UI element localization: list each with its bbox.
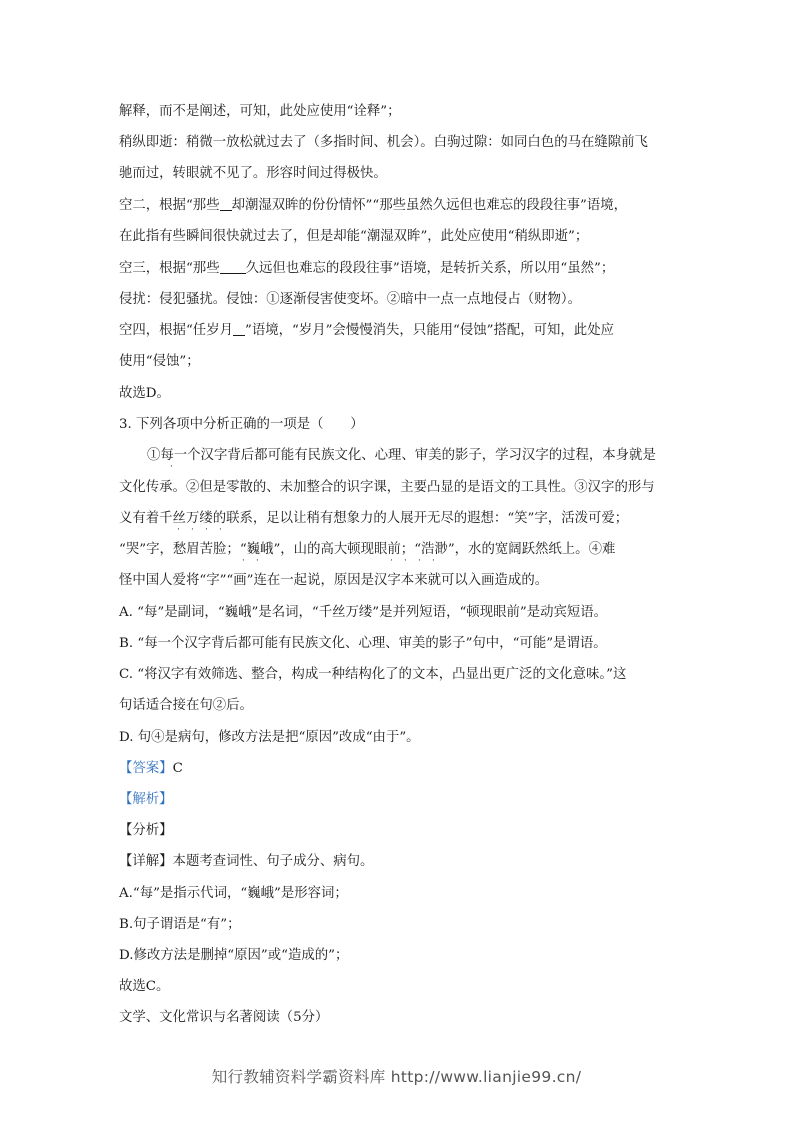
answer-line <box>119 760 183 778</box>
text-line: 故选D。 <box>119 386 170 401</box>
section-heading: 文学、文化常识与名著阅读（5分） <box>119 1010 329 1025</box>
emphasis-dot: · <box>219 525 222 535</box>
text-segment: 空四，根据“任岁月 <box>119 323 233 338</box>
emphasis-dot: · <box>191 525 194 535</box>
emphasis-dot: · <box>242 556 245 566</box>
text-line: 【详解】本题考查词性、句子成分、病句。 <box>119 854 374 869</box>
text-line: 使用“侵蚀”； <box>119 354 200 369</box>
option-c: C. “将汉字有效筛选、整合，构成一种结构化了的文本，凸显出更广泛的文化意味。”这 <box>119 667 627 682</box>
option-d: D. 句④是病句，修改方法是把“原因”改成“由于”。 <box>119 730 420 745</box>
text-segment: 空二，根据“那些 <box>119 198 220 213</box>
text-line: D.修改方法是删掉“原因”或“造成的”； <box>119 948 349 963</box>
fill-blank <box>233 322 245 336</box>
text-line-with-blank <box>119 322 614 340</box>
emphasis-dot: · <box>177 525 180 535</box>
footer-watermark: 知行教辅资料学霸资料库 http://www.lianjie99.cn/ <box>211 1068 582 1086</box>
passage-line: “哭”字，愁眉苦脸；“巍峨”，山的高大顿现眼前；“浩渺”，水的宽阔跃然纸上。④难 <box>119 542 616 557</box>
option-c-cont: 句话适合接在句②后。 <box>119 698 253 713</box>
answer-value: C <box>172 761 183 776</box>
text-line: 侵扰：侵犯骚扰。侵蚀：①逐渐侵害使变坏。②暗中一点一点地侵占（财物）。 <box>119 292 581 307</box>
analysis-tag: 【解析】 <box>119 792 173 807</box>
text-line: 在此指有些瞬间很快就过去了，但是却能“潮湿双眸”，此处应使用“稍纵即逝”； <box>119 229 589 244</box>
emphasis-dot: · <box>418 556 421 566</box>
text-segment: ”语境，“岁月”会慢慢消失，只能用“侵蚀”搭配，可知，此处应 <box>244 323 614 338</box>
emphasis-dot: · <box>404 556 407 566</box>
emphasis-dot: · <box>432 556 435 566</box>
option-a: A. “每”是副词，“巍峨”是名词，“千丝万缕”是并列短语，“顿现眼前”是动宾短语。 <box>119 605 608 620</box>
text-line: B.句子谓语是“有”； <box>119 917 241 932</box>
answer-tag: 【答案】 <box>119 761 173 776</box>
text-line: 【分析】 <box>119 823 173 838</box>
emphasis-dot: · <box>256 556 259 566</box>
text-segment: 却潮湿双眸的份份情怀”“那些虽然久远但也难忘的段段往事”语境， <box>231 198 628 213</box>
text-line: 稍纵即逝：稍微一放松就过去了（多指时间、机会）。白驹过隙：如同白色的马在缝隙前飞 <box>119 135 648 150</box>
text-line: 故选C。 <box>119 979 170 994</box>
emphasis-dot: · <box>205 525 208 535</box>
text-line: 解释，而不是阐述，可知，此处应使用“诠释”； <box>119 104 401 119</box>
text-segment: 空三，根据“那些 <box>119 261 220 276</box>
option-b: B. “每一个汉字背后都可能有民族文化、心理、审美的影子”句中，“可能”是谓语。 <box>119 636 607 651</box>
fill-blank <box>220 197 232 211</box>
passage-line: 怪中国人爱将“字”“画”连在一起说，原因是汉字本来就可以入画造成的。 <box>119 573 549 588</box>
text-line-with-blank <box>119 260 614 278</box>
text-segment: 久远但也难忘的段段往事”语境，是转折关系，所以用“虽然”； <box>245 261 615 276</box>
emphasis-dot: · <box>390 556 393 566</box>
passage-line: ①每一个汉字背后都可能有民族文化、心理、审美的影子，学习汉字的过程，本身就是 <box>147 448 656 463</box>
analysis-line <box>119 791 173 809</box>
fill-blank <box>220 260 246 274</box>
passage-line: 义有着千丝万缕的联系，足以让稍有想象力的人展开无尽的遐想：“笑”字，活泼可爱； <box>119 511 629 526</box>
text-line: A.“每”是指示代词，“巍峨”是形容词； <box>119 886 348 901</box>
question-title: 3. 下列各项中分析正确的一项是（ ） <box>119 417 364 432</box>
emphasis-dot: · <box>170 462 173 472</box>
text-line: 驰而过，转眼就不见了。形容时间过得极快。 <box>119 166 387 181</box>
passage-line: 文化传承。②但是零散的、未加整合的识字课，主要凸显的是语文的工具性。③汉字的形与 <box>119 480 655 495</box>
text-line-with-blank <box>119 197 627 215</box>
